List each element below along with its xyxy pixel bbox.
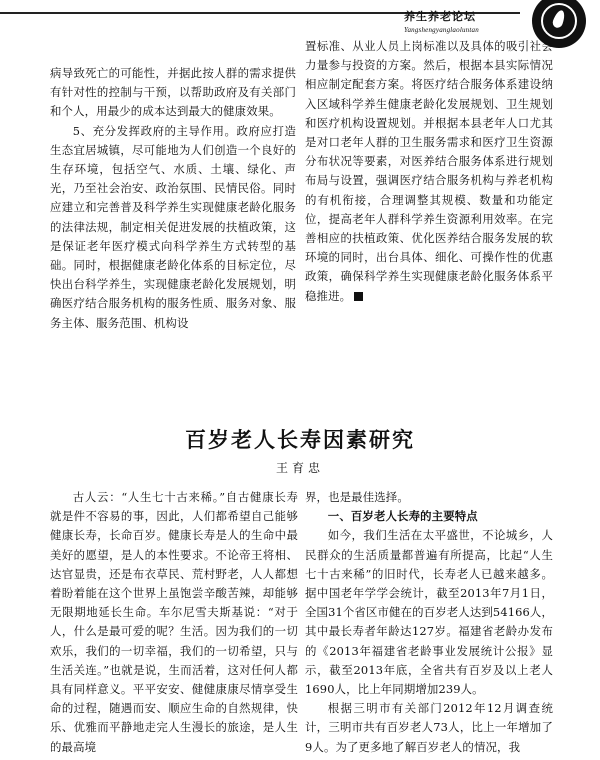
article-title: 百岁老人长寿因素研究: [185, 428, 415, 452]
prev-article-left-column: [50, 64, 296, 333]
journal-title: 养生养老论坛: [404, 10, 476, 23]
article-left-column: [50, 488, 298, 757]
article-paragraph: 界，也是最佳选择。: [305, 490, 409, 504]
prev-article-text: 置标准、从业人员上岗标准以及具体的吸引社会力量参与投资的方案。然后，根据本县实际情况相应制定配套方案。将医疗结合服务体系建设纳入区域科学养生健康老龄化发展规划、卫生规划和医疗机构设置规划。并根据本县老年人口尤其是对口老年人群的卫生服务需求和医疗卫生资源分布状况等要素，对医养结合服务体系进行规划布局与设置，强调医疗结合服务机构与养老机构的有机衔接，合理调整其规模、数量和功能定位，提高老年人群科学养生资源利用效率。在完善相应的扶植政策、优化医养结合服务发展的软环境的同时，出台具体、细化、可操作性的优惠政策，确保科学养生实现健康老龄化服务体系平稳推进。: [305, 39, 553, 303]
prev-article-paragraph: 5、充分发挥政府的主导作用。政府应打造生态宜居城镇，尽可能地为人们创造一个良好的生存环境，包括空气、水质、土壤、绿化、声光，乃至社会治安、政治氛围、民情民俗。同时应建立和完善普及科学养生实现健康老龄化服务的法律法规，制定相关促进发展的扶植政策，这是保证老年医疗模式向科学养生方式转型的基础。同时，根据健康老龄化体系的目标定位，尽快出台科学养生，实现健康老龄化发展规划，明确医疗结合服务机构的服务性质、服务对象、服务主体、服务范围、机构设: [50, 123, 296, 330]
article-author: 王育忠: [275, 461, 324, 475]
article-paragraph: 如今，我们生活在太平盛世，不论城乡，人民群众的生活质量都普遍有所提高，比起“人生七十古来稀”的旧时代，长寿老人已越来越多。据中国老年学学会统计，截至2013年7月1日，全国31个省区市健在的百岁老人达到54166人，其中最长寿者年龄达127岁。福建省老龄办发布的《2013年福建省老龄事业发展统计公报》显示，截至2013年底，全省共有百岁及以上老人1690人，比上年同期增加239人。: [305, 528, 553, 697]
article-paragraph: 古人云：“人生七十古来稀。”自古健康长寿就是件不容易的事，因此，人们都希望自己能够健康长寿，长命百岁。健康长寿是人的生命中最美好的愿望，是人的本性要求。不论帝王将相、达官显贵，还是布衣草民、荒村野老，人人都想着盼着能在这个世界上虽饱尝辛酸苦辣，却能够无限期地延长生命。车尔尼雪夫斯基说：“对于人，什么是最可爱的呢？生活。因为我们的一切欢乐，我们的一切幸福，我们的一切希望，只与生活关连。”也就是说，生而活着，这对任何人都具有同样意义。平平安安、健健康康尽情享受生命的过程，随遇而安、顺应生命的自然规律，快乐、优雅而平静地走完人生漫长的旅途，是人生的最高境: [50, 490, 298, 754]
prev-article-paragraph: [305, 37, 553, 306]
end-mark-icon: [354, 292, 363, 301]
prev-article-right-column: [305, 37, 553, 306]
section-heading: 一、百岁老人长寿的主要特点: [327, 509, 478, 524]
article-right-column: [305, 488, 553, 757]
journal-pinyin: Yangshengyanglaoluntan: [404, 26, 479, 34]
prev-article-paragraph: 病导致死亡的可能性，并据此按人群的需求提供有针对性的控制与干预，以帮助政府及有关部门和个人，用最少的成本达到最大的健康效果。: [50, 66, 296, 119]
article-paragraph: 根据三明市有关部门2012年12月调查统计，三明市共有百岁老人73人，比上一年增加了9人。为了更多地了解百岁老人的情况，我: [305, 701, 553, 754]
